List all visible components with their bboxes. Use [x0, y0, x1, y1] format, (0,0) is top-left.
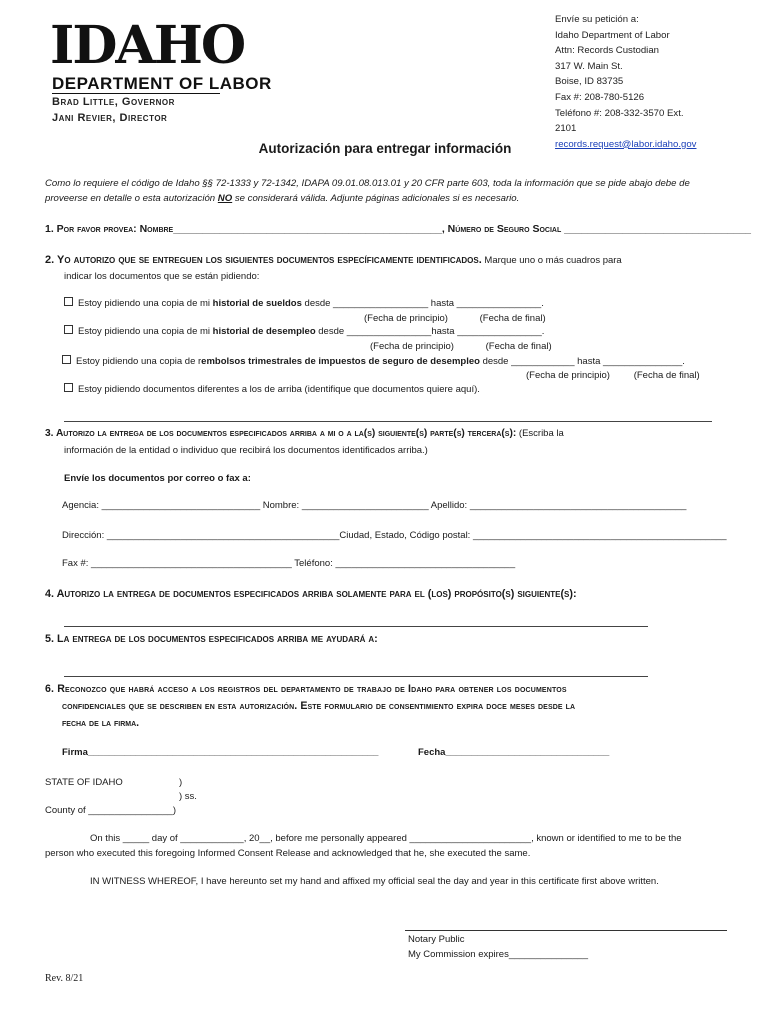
address-line: 317 W. Main St. — [555, 60, 623, 72]
option-wage-history[interactable] — [64, 297, 544, 310]
section-6-line3: fecha de la firma. — [62, 717, 140, 729]
recipient-row-3[interactable]: Fax #: ______________________________________ Teléfono: __________________________________ — [62, 558, 516, 569]
page-title: Autorización para entregar información — [258, 141, 512, 156]
notary-paragraph-2: IN WITNESS WHEREOF, I have hereunto set my hand and affixed my official seal the day and year in this certificate first above written. — [90, 876, 659, 887]
option-text: Estoy pidiendo una copia de r — [76, 356, 202, 367]
intro-paragraph — [45, 176, 735, 206]
date-labels: (Fecha de principio) (Fecha de final) — [526, 370, 700, 381]
logo-divider — [52, 93, 220, 94]
idaho-logo: IDAHO — [50, 15, 245, 76]
option-text: desde ________________hasta ________________. — [315, 326, 545, 337]
mailing-address — [555, 12, 696, 152]
notary-paragraph-1b: person who executed this foregoing Informed Consent Release and acknowledged that he, she executed the same. — [45, 848, 531, 859]
section-3-instructions: (Escriba la — [516, 428, 564, 439]
option-bold: historial de desempleo — [212, 326, 316, 337]
section-3-heading — [45, 427, 725, 442]
option-text: Estoy pidiendo una copia de mi — [78, 298, 213, 309]
intro-text: se considerará válida. Adjunte páginas adicionales si es necesario. — [232, 193, 520, 204]
section-4-title: 4. Autorizo la entrega de documentos especificados arriba solamente para el (los) propósito(s) siguiente(s): — [45, 588, 577, 600]
department-name: DEPARTMENT OF LABOR — [52, 74, 272, 93]
option-tax-reimbursements[interactable] — [62, 355, 685, 368]
notary-public-label: Notary Public — [408, 934, 465, 945]
notary-paren: ) — [179, 777, 183, 788]
section-5-title: 5. La entrega de los documentos especificados arriba me ayudará a: — [45, 633, 378, 645]
checkbox[interactable] — [64, 383, 73, 392]
section-2-line2: indicar los documentos que se están pidiendo: — [64, 271, 260, 282]
address-line: 2101 — [555, 123, 577, 135]
section-2-heading — [45, 254, 622, 267]
recipient-row-2[interactable]: Dirección: ____________________________________________Ciudad, Estado, Código postal: ________________________________________________ — [62, 530, 727, 541]
section-3-line2: información de la entidad o individuo que recibirá los documentos identificados arriba.) — [64, 445, 428, 456]
date-labels: (Fecha de principio) (Fecha de final) — [364, 313, 546, 324]
recipient-row-1[interactable]: Agencia: ______________________________ Nombre: ________________________ Apellido: _________________________________________ — [62, 500, 687, 511]
address-line: Envíe su petición a: — [555, 14, 639, 25]
option-bold: historial de sueldos — [212, 298, 302, 309]
section-3-title: 3. Autorizo la entrega de los documentos especificados arriba a mi o a la(s) siguiente(s) parte(s) tercera(s): — [45, 428, 517, 439]
other-documents-line[interactable] — [64, 421, 712, 422]
section-2-title: 2. Yo autorizo que se entreguen los siguientes documentos específicamente identificados. — [45, 254, 482, 266]
option-bold: embolsos trimestrales de impuestos de seguro de desempleo — [201, 356, 480, 367]
email-link[interactable]: records.request@labor.idaho.gov — [555, 138, 697, 150]
checkbox[interactable] — [64, 325, 73, 334]
date-labels: (Fecha de principio) (Fecha de final) — [370, 341, 552, 352]
section-2-instructions: Marque uno o más cuadros para — [481, 255, 622, 266]
address-line: Boise, ID 83735 — [555, 76, 624, 88]
signature-date-field[interactable]: Fecha_______________________________ — [418, 747, 610, 758]
checkbox[interactable] — [62, 355, 71, 364]
option-other-documents[interactable] — [64, 383, 480, 396]
section-1[interactable]: 1. Por favor provea: Nombre______________________________________________, Número de Seguro Social ________________________________ — [45, 223, 752, 235]
option-text: desde ____________ hasta _______________. — [479, 356, 685, 367]
address-line: Idaho Department of Labor — [555, 29, 670, 41]
governor-line: Brad Little, Governor — [52, 96, 175, 108]
checkbox[interactable] — [64, 297, 73, 306]
intro-text: Como lo requiere el código de Idaho §§ 72-1333 y 72-1342, IDAPA 09.01.08.013.01 y 20 CFR parte 603, toda la información que se pide abajo debe de proveerse en detalle o esta autorización — [45, 178, 690, 204]
purpose-line[interactable] — [64, 626, 648, 627]
commission-expires[interactable]: My Commission expires_______________ — [408, 949, 589, 960]
signature-field[interactable]: Firma_______________________________________________________ — [62, 747, 379, 758]
benefit-line[interactable] — [64, 676, 648, 677]
notary-ss: ) ss. — [179, 791, 197, 802]
send-to-label: Envíe los documentos por correo o fax a: — [64, 473, 251, 484]
director-line: Jani Revier, Director — [52, 112, 168, 124]
option-unemployment-history[interactable] — [64, 325, 544, 338]
notary-signature-line[interactable] — [405, 930, 727, 931]
section-6-line1: 6. Reconozco que habrá acceso a los registros del departamento de trabajo de Idaho para obtener los documentos — [45, 683, 567, 695]
address-line: Attn: Records Custodian — [555, 45, 659, 57]
option-text: Estoy pidiendo una copia de mi — [78, 326, 213, 337]
address-line: Fax #: 208-780-5126 — [555, 91, 645, 103]
section-6-line2: confidenciales que se describen en esta autorización. Este formulario de consentimiento expira doce meses desde la — [62, 700, 576, 712]
notary-county[interactable]: County of ________________) — [45, 805, 177, 816]
address-line: Teléfono #: 208-332-3570 Ext. — [555, 107, 684, 119]
option-text: desde __________________ hasta ________________. — [301, 298, 544, 309]
intro-emphasis: NO — [217, 193, 233, 204]
option-text: Estoy pidiendo documentos diferentes a los de arriba (identifique que documentos quiere aquí). — [78, 384, 480, 395]
notary-state: STATE OF IDAHO — [45, 777, 123, 788]
notary-paragraph-1a: On this _____ day of ____________, 20__, before me personally appeared _______________________, known or identified to me to be the — [90, 833, 682, 844]
revision-label: Rev. 8/21 — [45, 973, 84, 984]
